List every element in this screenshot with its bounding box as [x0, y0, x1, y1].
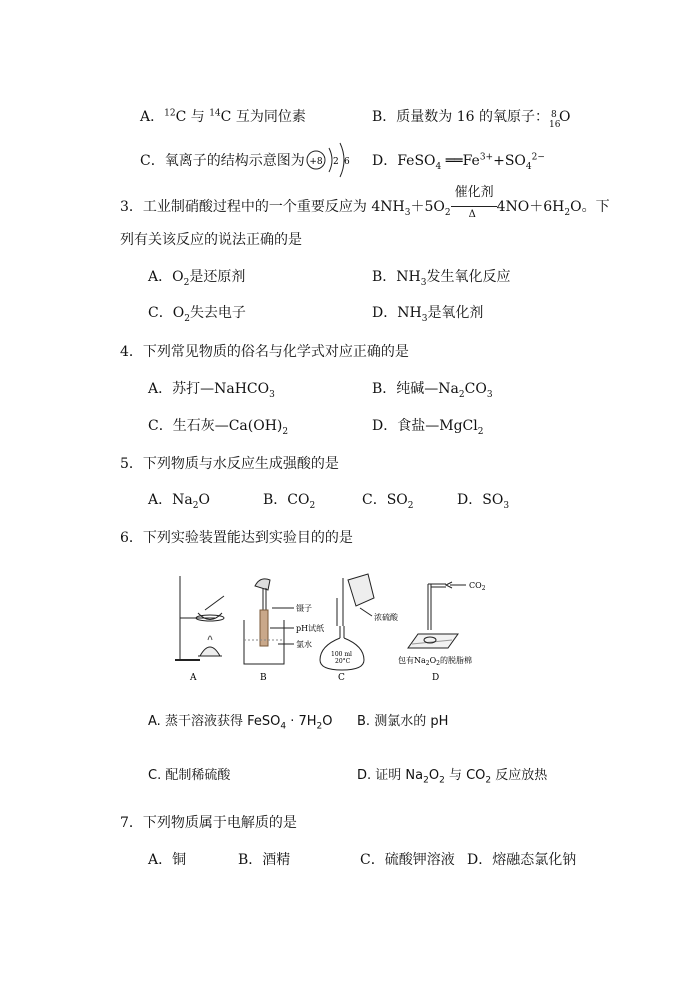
- label-c: C: [338, 673, 345, 683]
- q6-option-d: D. 证明 $Na_2O_2$ 与 $CO_2$ 反应放热: [357, 768, 548, 786]
- nucleus-charge: +8: [309, 157, 323, 167]
- q4-stem: 4．下列常见物质的俗名与化学式对应正确的是: [120, 344, 409, 360]
- q5-option-c: C．$SO_2$: [362, 492, 414, 511]
- q6-option-c: C. 配制稀硫酸: [148, 768, 231, 783]
- shell1-count: 2: [333, 157, 339, 167]
- q6-option-b: B. 测氯水的 pH: [357, 714, 449, 729]
- label-b: B: [260, 673, 267, 683]
- shell2-count: 6: [344, 157, 350, 167]
- tweezers-label: 镊子: [296, 604, 312, 613]
- q7-option-b: B．酒精: [238, 852, 291, 868]
- conc-acid-label: 浓硫酸: [374, 613, 398, 622]
- flask-temp-label: 20°C: [335, 658, 351, 665]
- chlorine-water-label: 氯水: [296, 640, 312, 649]
- q7-stem: 7．下列物质属于电解质的是: [120, 815, 297, 831]
- q7-option-a: A．铜: [148, 852, 187, 868]
- flask-volume-label: 100 ml: [331, 651, 352, 658]
- q3-option-d: D．$NH_3$是氧化剂: [372, 305, 484, 324]
- q6-stem: 6．下列实验装置能达到实验目的的是: [120, 530, 353, 546]
- q6-apparatus-figure: [160, 568, 520, 692]
- apparatus-a-evaporation: [175, 576, 224, 660]
- q2-option-c: C．氧离子的结构示意图为: [140, 153, 305, 169]
- label-a: A: [190, 673, 197, 683]
- q5-stem: 5．下列物质与水反应生成强酸的是: [120, 456, 339, 472]
- q2-option-b: B．质量数为 16 的氧原子： 8 16 O: [372, 109, 571, 130]
- q7-option-d: D．熔融态氯化钠: [467, 852, 577, 868]
- q3-option-c: C．$O_2$失去电子: [148, 305, 246, 324]
- q2-option-d: D．FeSO$_4$ $══Fe^{3+}+SO_4^{2-}$: [372, 152, 545, 172]
- q2-option-a: A．$^{12}$C 与 $^{14}$C 互为同位素: [140, 108, 306, 125]
- label-d: D: [432, 673, 440, 683]
- q5-option-b: B．$CO_2$: [263, 492, 316, 511]
- q5-option-d: D．$SO_3$: [457, 492, 510, 511]
- q4-option-b: B．纯碱$—Na_2CO_3$: [372, 381, 493, 400]
- q7-option-c: C．硫酸钾溶液: [360, 852, 455, 868]
- q3-option-b: B．$NH_3$发生氧化反应: [372, 269, 511, 288]
- cotton-label: 包有$Na_2O_2$的脱脂棉: [398, 656, 472, 667]
- q4-option-c: C．生石灰$—Ca(OH)_2$: [148, 418, 289, 437]
- q6-option-a: A. 蒸干溶液获得 FeSO$_4$ · $7H_2O$: [148, 714, 333, 732]
- oxygen-ion-structure-diagram: [303, 140, 355, 182]
- apparatus-d-na2o2-cotton: [408, 582, 466, 648]
- q4-option-d: D．食盐—MgCl$_2$: [372, 418, 484, 437]
- q3-stem-line2: 列有关该反应的说法正确的是: [120, 232, 302, 248]
- apparatus-b-ph-test: [244, 579, 294, 664]
- co2-label: $CO_2$: [469, 581, 486, 592]
- q5-option-a: A．$Na_2O$: [148, 492, 210, 511]
- reaction-arrow: 催化剂 Δ: [451, 198, 497, 216]
- ph-paper-label: pH试纸: [296, 624, 325, 633]
- q3-option-a: A．$O_2$是还原剂: [148, 269, 246, 288]
- q4-option-a: A．苏打—NaHCO$_3$: [148, 381, 275, 400]
- q3-stem-line1: 3．工业制硝酸过程中的一个重要反应为 $4NH_3+5O_2$ 催化剂 Δ $4NO+6H_2O$。下: [120, 185, 610, 220]
